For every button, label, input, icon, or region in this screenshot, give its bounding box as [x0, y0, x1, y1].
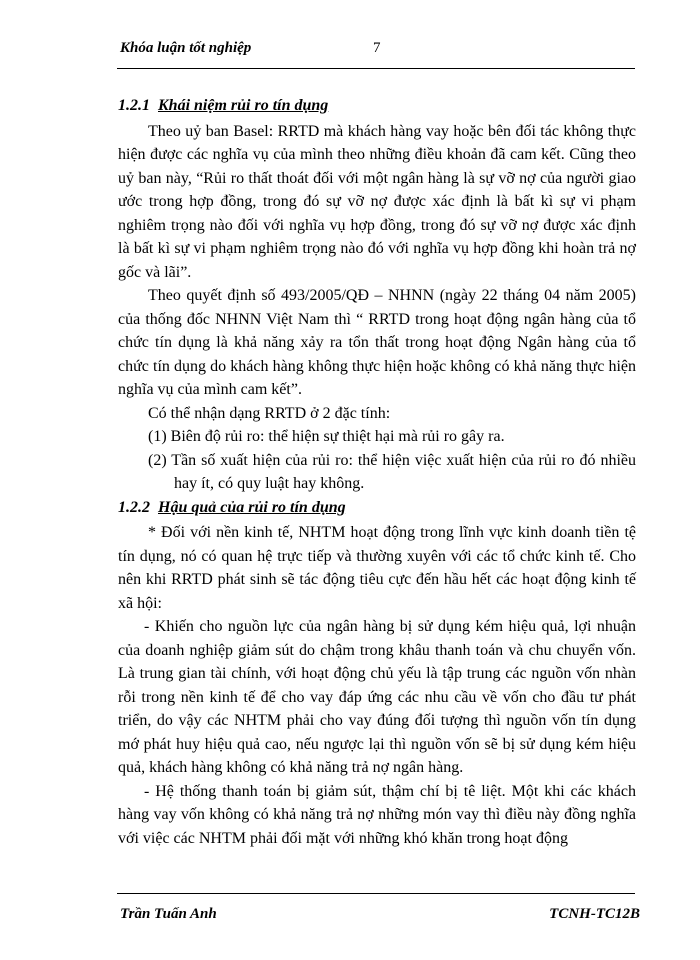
paragraph-decision-493: Theo quyết định số 493/2005/QĐ – NHNN (ngày 22 tháng 04 năm 2005) của thống đốc NHNN Việt Nam thì “ RRTD trong hoạt động ngân hàng của tổ chức tín dụng là khả năng xảy ra tổn thất trong hoạt động Ngân hàng của tổ chức tín dụng do khách hàng không thực hiện hoặc không có khả năng thực hiện nghĩa vụ của mình cam kết”. — [118, 287, 636, 398]
section-heading-1-2-1 — [118, 94, 636, 118]
paragraph-resource-inefficiency: - Khiến cho nguồn lực của ngân hàng bị sử dụng kém hiệu quả, lợi nhuận của doanh nghiệp giảm sút do chậm trong khâu thanh toán và chu chuyển vốn. Là trung gian tài chính, với hoạt động chủ yếu là tập trung các nguồn vốn nhàn rỗi trong nền kinh tế để cho vay đáp ứng các nhu cầu về vốn cho đầu tư phát triển, do vậy các NHTM phải cho vay đúng đối tượng thì nguồn vốn tín dụng mớ phát huy hiệu quả cao, nếu ngược lại thì nguồn vốn sẽ bị sử dụng kém hiệu quả, khách hàng không có khả năng trả nợ ngân hàng. — [118, 618, 636, 776]
section-number: 1.2.2 — [118, 498, 150, 516]
header-title: Khóa luận tốt nghiệp — [120, 40, 252, 56]
paragraph-basel: Theo uỷ ban Basel: RRTD mà khách hàng vay hoặc bên đối tác không thực hiện được các nghĩa vụ của mình theo những điều khoản đã cam kết. Cũng theo uỷ ban này, “Rủi ro thất thoát đối với một ngân hàng là sự vỡ nợ của người giao ước trong hợp đồng, trong đó sự vỡ nợ được xác định là bất kì sự vi phạm nghiêm trọng nào đối với nghĩa vụ hợp đồng, trong đó sự vỡ nợ được xác định là bất kì sự vi phạm nghiêm trọng nào đó với nghĩa vụ hợp đồng khi hoàn trả nợ gốc và lãi”. — [118, 122, 636, 281]
paragraph-economy-impact: * Đối với nền kinh tế, NHTM hoạt động trong lĩnh vực kinh doanh tiền tệ tín dụng, nó có quan hệ trực tiếp và thường xuyên với các tổ chức kinh tế. Cho nên khi RRTD phát sinh sẽ tác động tiêu cực đến hầu hết các hoạt động kinh tế xã hội: — [118, 524, 636, 612]
list-item-frequency: (2) Tần số xuất hiện của rủi ro: thể hiện việc xuất hiện của rủi ro đó nhiều hay ít, có quy luật hay không. — [148, 451, 636, 492]
list-item-magnitude: (1) Biên độ rủi ro: thể hiện sự thiệt hại mà rủi ro gây ra. — [148, 428, 505, 445]
section-heading-1-2-2 — [118, 496, 636, 520]
paragraph-payment-system: - Hệ thống thanh toán bị giảm sút, thậm chí bị tê liệt. Một khi các khách hàng vay vốn không có khả năng trả nợ những món vay thì điều này đồng nghĩa với việc các NHTM phải đối mặt với những khó khăn trong hoạt động — [118, 782, 636, 847]
footer-rule — [117, 893, 635, 894]
section-title: Hậu quả của rủi ro tín dụng — [158, 498, 346, 516]
page-number: 7 — [373, 40, 381, 56]
paragraph-characteristics-intro: Có thể nhận dạng RRTD ở 2 đặc tính: — [148, 404, 391, 422]
footer-class-code: TCNH-TC12B — [549, 906, 640, 922]
header-rule — [117, 68, 635, 69]
section-number: 1.2.1 — [118, 97, 150, 114]
section-title: Khái niệm rủi ro tín dụng — [158, 97, 329, 114]
footer-author: Trần Tuấn Anh — [120, 906, 217, 922]
page-body — [118, 94, 636, 850]
